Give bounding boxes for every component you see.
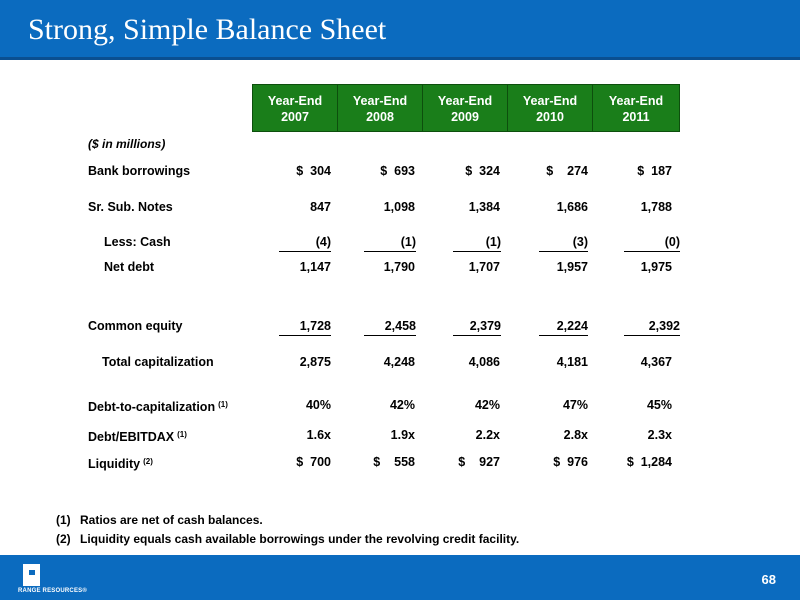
footnote-text: Liquidity equals cash available borrowings under the revolving credit facility. [80,532,520,546]
cell-debt-to-capitalization-2008: 42% [389,398,415,412]
cell-debt-ebitdax-2009: 2.2x [475,428,500,442]
footnote-number: (1) [56,513,71,527]
cell-sr-sub-notes-2009: 1,384 [468,200,500,214]
row-label-debt-ebitdax [88,427,187,445]
cell-total-capitalization-2010: 4,181 [556,355,588,369]
footnote-number: (2) [56,532,71,546]
row-label-sr-sub-notes [88,199,173,215]
row-label-common-equity [88,318,182,334]
column-header-line1: Year-End [437,94,493,108]
footnote-2 [56,530,519,549]
cell-less-cash-2007: (4) [279,234,331,252]
cell-sr-sub-notes-2011: 1,788 [640,200,672,214]
row-label-text: Debt/EBITDAX [88,430,175,444]
cell-net-debt-2011: 1,975 [640,260,672,274]
column-header-2009 [422,84,508,132]
column-header-year: 2011 [622,110,650,124]
cell-debt-to-capitalization-2010: 47% [562,398,588,412]
cell-bank-borrowings-2008: $ 693 [380,164,415,178]
cell-common-equity-2007: 1,728 [279,318,331,336]
cell-bank-borrowings-2011: $ 187 [637,164,672,178]
cell-total-capitalization-2008: 4,248 [383,355,415,369]
row-label-less-cash [104,234,171,250]
row-label-text: Bank borrowings [88,164,191,178]
cell-total-capitalization-2009: 4,086 [468,355,500,369]
cell-liquidity-2008: $ 558 [373,455,415,469]
cell-debt-to-capitalization-2009: 42% [474,398,500,412]
column-header-line1: Year-End [522,94,578,108]
row-label-text: Total capitalization [102,355,214,369]
cell-liquidity-2010: $ 976 [553,455,588,469]
cell-debt-to-capitalization-2007: 40% [305,398,331,412]
row-label-text: Sr. Sub. Notes [88,200,173,214]
column-header-year: 2009 [451,110,479,124]
cell-common-equity-2009: 2,379 [453,318,501,336]
cell-net-debt-2007: 1,147 [299,260,331,274]
column-header-line1: Year-End [267,94,323,108]
cell-liquidity-2007: $ 700 [296,455,331,469]
footnote-text: Ratios are net of cash balances. [80,513,263,527]
row-label-bank-borrowings [88,163,190,179]
row-label-text: Debt-to-capitalization [88,400,216,414]
cell-net-debt-2008: 1,790 [383,260,415,274]
logo-text: RANGE RESOURCES® [18,588,87,594]
footer-bar [0,555,800,600]
logo-mark-icon [23,564,40,586]
footnote-marker: (2) [143,457,153,466]
cell-debt-ebitdax-2007: 1.6x [306,428,331,442]
column-header-2007 [252,84,338,132]
row-label-debt-to-capitalization [88,397,228,415]
title-bar [0,0,800,60]
cell-bank-borrowings-2009: $ 324 [465,164,500,178]
cell-liquidity-2009: $ 927 [458,455,500,469]
column-header-2008 [337,84,423,132]
cell-debt-to-capitalization-2011: 45% [646,398,672,412]
range-resources-logo [18,564,87,596]
cell-common-equity-2008: 2,458 [364,318,416,336]
row-label-total-capitalization [102,354,214,370]
row-label-text: Common equity [88,319,183,333]
cell-debt-ebitdax-2010: 2.8x [563,428,588,442]
cell-liquidity-2011: $ 1,284 [626,455,672,469]
footnotes [56,511,519,549]
row-label-text: Liquidity [88,457,141,471]
column-header-line1: Year-End [352,94,408,108]
cell-sr-sub-notes-2007: 847 [310,200,331,214]
cell-net-debt-2009: 1,707 [468,260,500,274]
footnote-marker: (1) [218,400,228,409]
cell-net-debt-2010: 1,957 [556,260,588,274]
row-label-text: Net debt [104,260,154,274]
cell-total-capitalization-2011: 4,367 [640,355,672,369]
cell-common-equity-2011: 2,392 [624,318,680,336]
row-label-liquidity [88,454,153,472]
column-header-year: 2010 [536,110,564,124]
footnote-marker: (1) [177,430,187,439]
column-header-year: 2007 [281,110,309,124]
page-number: 68 [761,572,776,587]
cell-total-capitalization-2007: 2,875 [299,355,331,369]
cell-less-cash-2011: (0) [624,234,680,252]
column-header-2010 [507,84,593,132]
cell-bank-borrowings-2010: $ 274 [546,164,588,178]
cell-sr-sub-notes-2010: 1,686 [556,200,588,214]
cell-less-cash-2010: (3) [539,234,588,252]
footnote-1 [56,511,519,530]
column-header-year: 2008 [366,110,394,124]
cell-less-cash-2008: (1) [364,234,416,252]
units-note: ($ in millions) [88,137,166,151]
column-header-line1: Year-End [608,94,664,108]
row-label-net-debt [104,259,154,275]
cell-sr-sub-notes-2008: 1,098 [383,200,415,214]
cell-common-equity-2010: 2,224 [539,318,588,336]
row-label-text: Less: Cash [104,235,171,249]
cell-bank-borrowings-2007: $ 304 [296,164,331,178]
cell-less-cash-2009: (1) [453,234,501,252]
cell-debt-ebitdax-2008: 1.9x [390,428,415,442]
cell-debt-ebitdax-2011: 2.3x [647,428,672,442]
column-header-2011 [592,84,680,132]
page-title: Strong, Simple Balance Sheet [28,13,387,46]
